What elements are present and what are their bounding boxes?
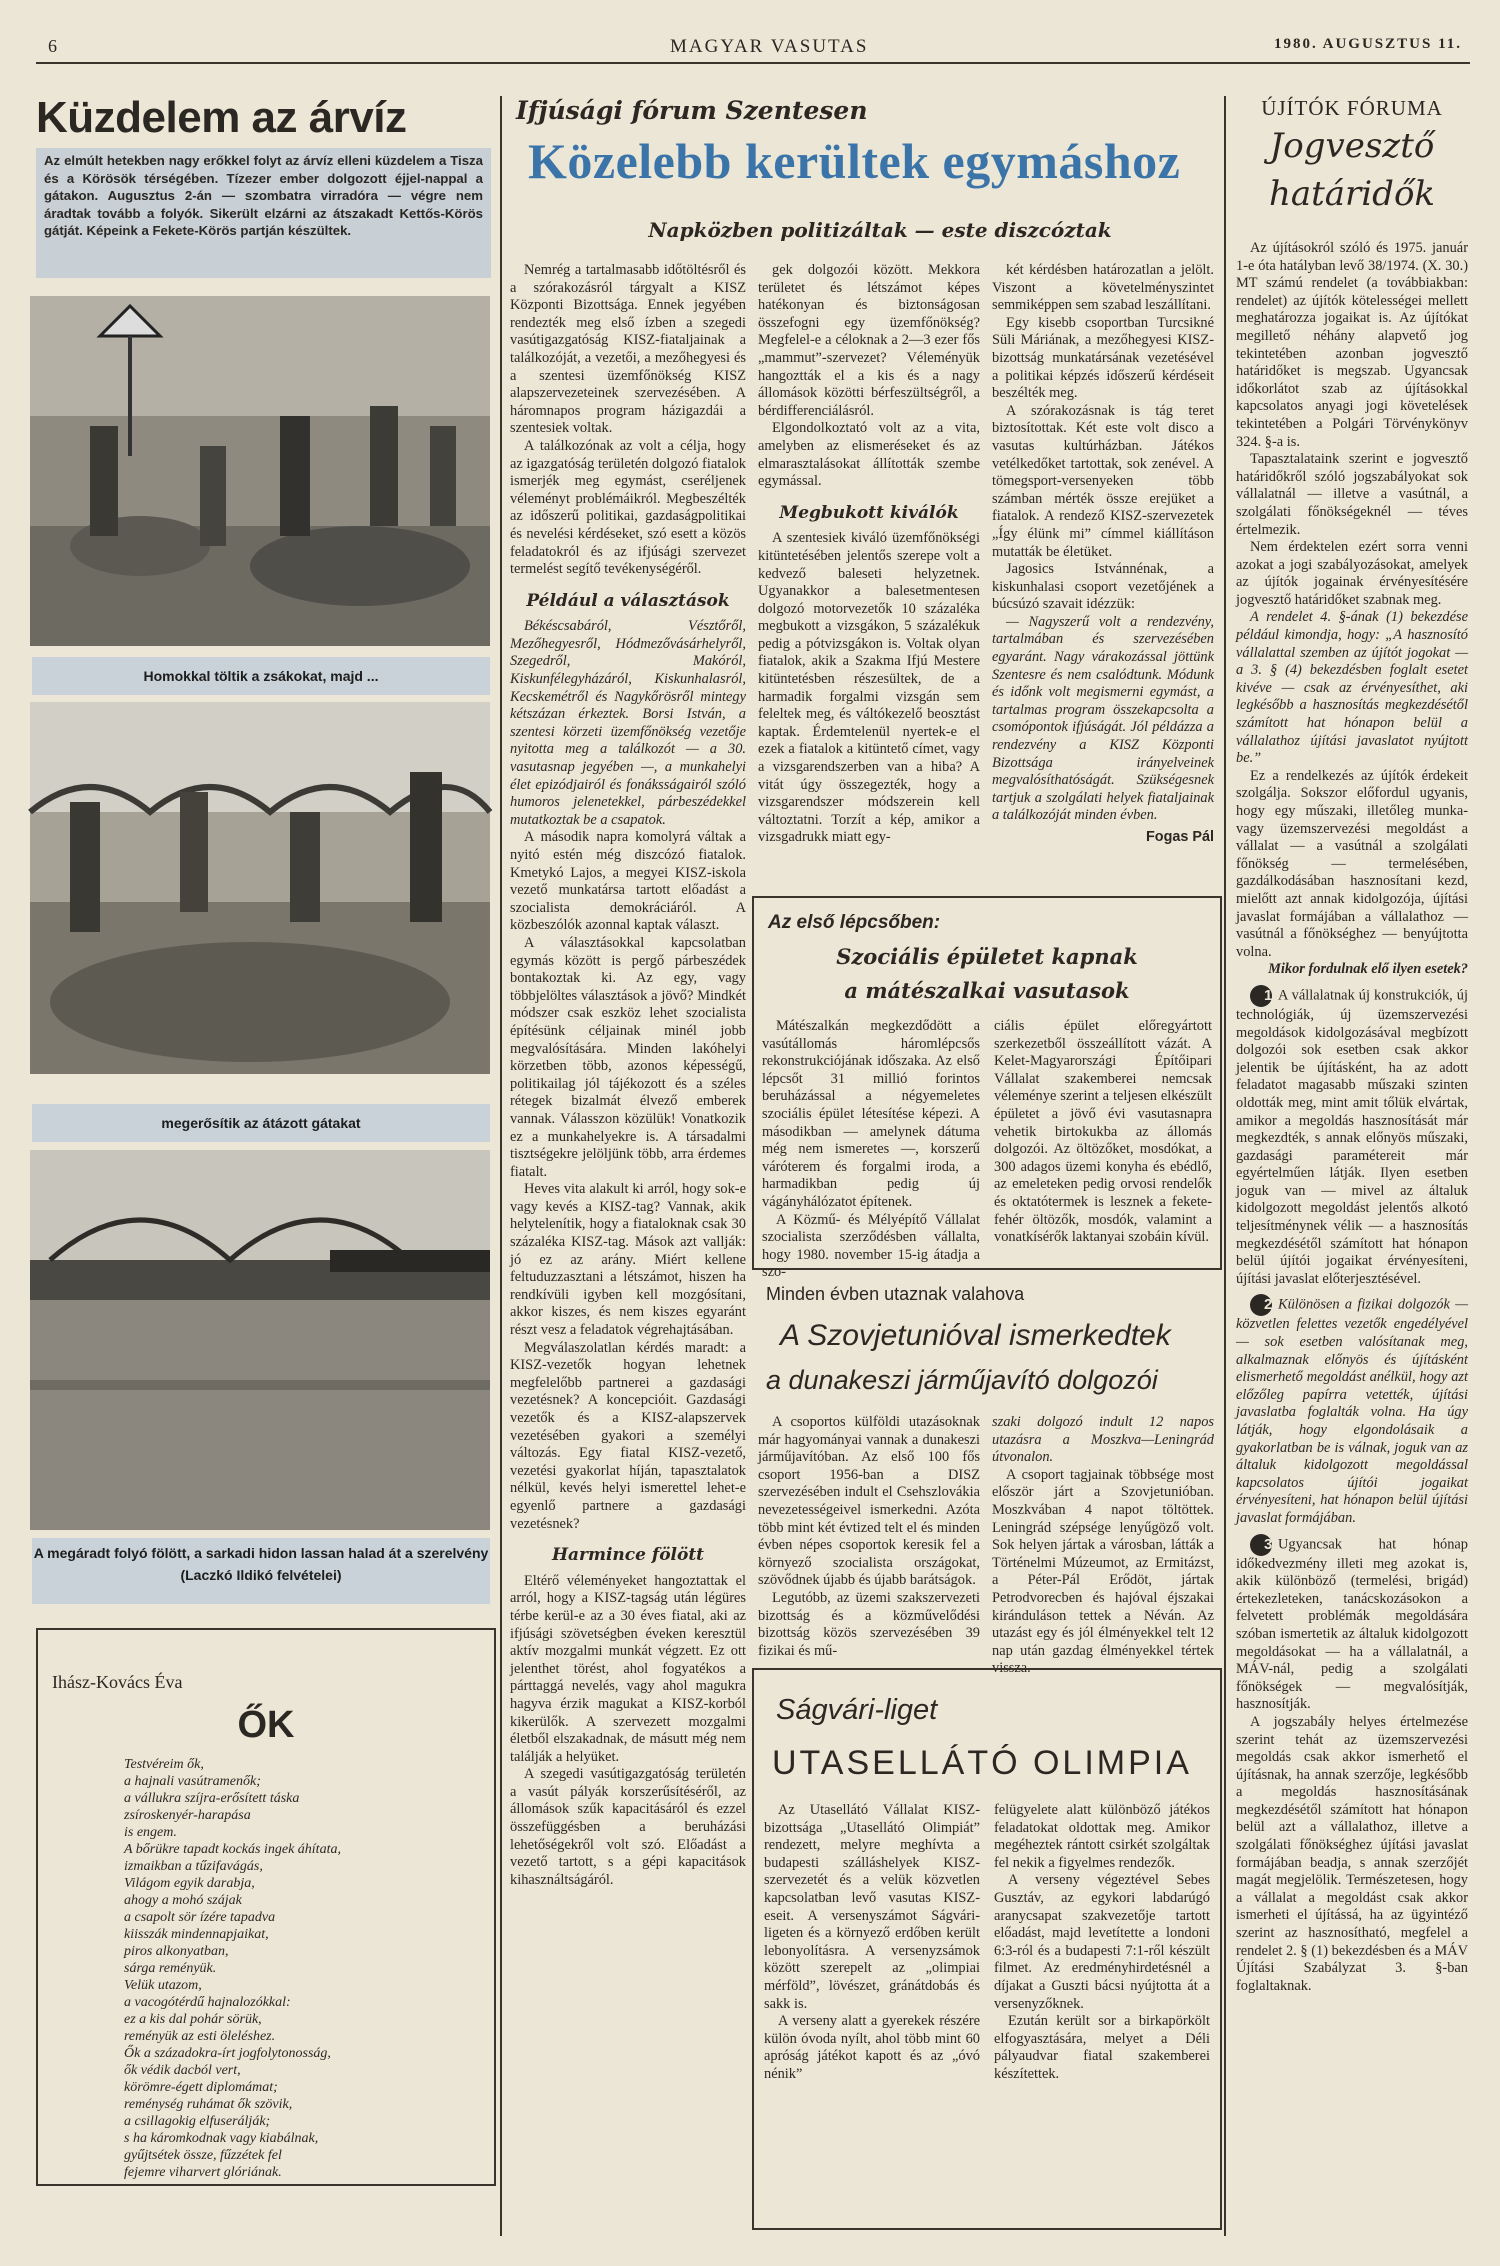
photo-caption-1: Homokkal töltik a zsákokat, majd ...: [32, 657, 490, 695]
soviet-kicker: Minden évben utaznak valahova: [766, 1284, 1025, 1304]
poem-line: körömre-égett diplomámat;: [124, 2080, 278, 2095]
olympics-column-1: [764, 1802, 980, 2222]
soviet-headline-1: A Szovjetunióval ismerkedtek: [780, 1319, 1171, 1352]
poem-line: reményük az esti öleléshez.: [124, 2029, 276, 2044]
forum-subhead-over-thirty: Harmince fölött: [551, 1545, 705, 1566]
poem-line: Velük utazom,: [124, 1978, 202, 1993]
poem-author: Ihász-Kovács Éva: [52, 1672, 183, 1692]
forum-paragraph: — Nagyszerű volt a rendezvény, tartalmában és szervezésében egyaránt. Nagy várakozással jöttünk Szentesre és nem csalódtunk. Módunk és időnk volt megismerni egymást, a tartalmas program összekapcsolta a csomópontok ifjúságát. Jól példázza a rendezvény a KISZ Központi Bizottsága irányelveinek megvalósíthatóságát. Szükségesnek tartjuk a szolgálati helyek fiataljainak a találkozóját minden évben.: [992, 613, 1214, 824]
olympics-paragraph: felügyelete alatt különböző játékos feladatokat oldottak meg. Amikor megéheztek rántott csirkét szolgáltak fel nekik a figyelmes rendezők.: [994, 1802, 1210, 1871]
soviet-column-2: [992, 1414, 1214, 1677]
poem-line: a hajnali vasútramenők;: [124, 1774, 261, 1789]
soviet-column-1: [758, 1414, 980, 1659]
inventors-column: [1236, 240, 1468, 2226]
forum-headline: Közelebb kerültek egymáshoz: [528, 133, 1181, 189]
poem-line: ez a kis dal pohár sörük,: [124, 2012, 262, 2027]
inventors-paragraph: Ez a rendelkezés az újítók érdekeit szolgálja. Sokszor előfordul ugyanis, hogy egy műszaki, illetőleg munka- vagy üzemszervezési megoldást a vállalat — a vasútnál a szolgálati főnökség — termelésében, gazdálkodásában hasznosítani kezd, mielőtt azt annak kidolgozója, újítási javaslat formájában a vállalathoz — vasútnál a főnökséghez — benyújtotta volna.: [1236, 767, 1468, 960]
forum-signature: Fogas Pál: [1146, 829, 1214, 845]
inventors-point-text: A vállalatnak új konstrukciók, új technológiák, új üzemszervezési megoldások kidolgozásával megbízott dolgozói sok esetben csak akkor jelentik be újításként, ha az adott feladatot magasabb műszaki szinten oldották meg, mint amit tőlük elvártak, amikor a megoldás hasznosítását már megkezdték, s annak előnyös műszaki, gazdasági paramétereit már egyértelműen látják. Ilyen esetben joguk van — mivel az általuk kidolgozott megoldást jelentős alkotó teljesítménynek vélik — a hasznosítás megkezdésétől számított hat hónapon belül újítói jogaikat érvényesíteni, újítási javaslat előterjesztésével.: [1236, 987, 1468, 1287]
photo-bridge: [30, 1150, 490, 1530]
forum-column-2: [758, 262, 980, 868]
inventors-point-text: Ugyancsak hat hónap időkedvezmény illeti meg azokat is, akik különböző (termelési, brigád) értekezleteken, tanácskozásokon a felvetett problémák megoldására szóban ismertetik az általuk kidolgozott megoldásokat — ha a vállalatnál, a MÁV-nál, pedig a szolgálati főnökségek — megvalósítják, hasznosítják.: [1236, 1535, 1468, 1713]
forum-paragraph: két kérdésben határozatlan a jelölt. Viszont a követelményszintet semmiképpen sem szabad leszállítani.: [992, 262, 1214, 314]
forum-column-1: [510, 262, 746, 2222]
social-building-article: [752, 896, 1222, 1281]
column-divider-right: [1224, 96, 1226, 2236]
photo-caption-3-text: A megáradt folyó fölött, a sarkadi hidon lassan halad át a szerelvény: [33, 1545, 489, 1561]
olympics-paragraph: Ezután került sor a birkapörkölt elfogyasztására, melyet a Déli pályaudvar fiatal szakemberei készítettek.: [994, 2013, 1210, 2082]
column-divider-left: [500, 96, 502, 2236]
inventors-paragraph: Nem érdektelen ezért sorra venni azokat a jogi szabályozásokat, amelyek az újítók jogainak érvényesítésére jogvesztő határidőket szabnak meg.: [1236, 539, 1468, 608]
forum-column-3: [992, 262, 1214, 868]
inventors-headline-2: határidők: [1268, 174, 1436, 214]
poem-line: a vállukra szíjra-erősített táska: [124, 1791, 300, 1806]
olympics-headline: UTASELLÁTÓ OLIMPIA: [772, 1744, 1192, 1782]
flood-headline: Küzdelem az árvíz: [36, 93, 407, 142]
inventors-point-3: [1236, 1534, 1468, 1714]
poem-line: sárga reményük.: [124, 1961, 217, 1976]
poem-line: izmaikban a tűzifavágás,: [124, 1859, 263, 1874]
flood-intro-box: [36, 148, 491, 278]
forum-paragraph: Jagosics Istvánnénak, a kiskunhalasi csoport vezetőjének a búcsúzó szavait idézzük:: [992, 561, 1214, 613]
inventors-paragraph: A jogszabály helyes értelmezése szerint tehát az üzemszervezési megoldás csak akkor ismerhető el újításnak, ha annak szerzője, legkésőbb a megoldás hasznosításának megkezdésétől számított hat hónapon belül azt a vállalathoz, illetve a szolgálati főnökséghez újítási javaslat formájában beadja, s annak szerzőjét magát megjelölik. Természetesen, hogy a vállalat a megoldást csak akkor ismerheti el újítássá, ha az ügyintéző szerint az hasznosítható, megfelel a rendelet 2. § (1) bekezdésben és a MÁV Újítási Szabályzat 3. §-ban foglaltaknak.: [1236, 1713, 1468, 1994]
poem-line: a csillagokig elfuserálják;: [124, 2114, 271, 2129]
olympics-kicker: Ságvári-liget: [776, 1694, 938, 1726]
number-2-icon: 2: [1250, 1294, 1272, 1316]
forum-paragraph: A találkozónak az volt a célja, hogy az igazgatóság területén dolgozó fiatalok ismerjék meg egymást, cseréljenek véleményt problémáikról. Megbeszélték az időszerű politikai, gazdaságpolitikai és nevelési kérdéseket, szó esett a közös feladatokról és az ifjúsági szervezet termelést segítő tevékenységéről.: [510, 437, 746, 578]
social-paragraph: Mátészalkán megkezdődött a vasútállomás háromlépcsős rekonstrukciójának időszaka. Az első lépcsőt 31 millió forintos beruházással a négyemeletes szociális épület létesítése képezi. A másodikban — amelynek dátuma még nem ismeretes —, korszerű váróterem és forgalmi iroda, a harmadikban pedig új vágányhálózatot építenek.: [762, 1018, 980, 1210]
olympics-article: [752, 1668, 1222, 2230]
forum-kicker: Ifjúsági fórum Szentesen: [516, 96, 868, 125]
social-paragraph: ciális épület előregyártott szerkezetből összeállított vázát. A Kelet-Magyarországi Építőipari Vállalat szakemberei nemcsak véleménye szerint a teljesen elkészült épületet a jövő évi vasutasnapra vehetik birtokukba az állomás dolgozói. Az öltözőket, mosdókat, a 300 adagos üzemi konyha és ebédlő, az emeleteken pedig orvosi rendelők és oktatótermek is lesznek a fekete-fehér öltözők, mosdók, valamint a vonatkísérők laktanyai szobáin kívül.: [994, 1018, 1212, 1246]
poem-line: fejemre viharvert glóriának.: [124, 2165, 282, 2180]
poem-line: is engem.: [124, 1825, 177, 1840]
flood-intro: Az elmúlt hetekben nagy erőkkel folyt az árvíz elleni küzdelem a Tisza és a Körösök térségében. Tízezer ember dolgozott éjjel-nappal a gátakon. Augusztus 2-án — szombatra virradóra — végre nem áradtak tovább a folyók. Sikerült elzárni az átszakadt Kettős-Körös gátját. Képeink a Fekete-Körös partján készültek.: [44, 153, 483, 238]
forum-paragraph: Elgondolkoztató volt az a vita, amelyben az elismeréseket és az elmarasztalásokat állították szembe egymással.: [758, 420, 980, 490]
poem-box: [36, 1628, 496, 2186]
soviet-headline-2: a dunakeszi járműjavító dolgozói: [766, 1365, 1158, 1395]
photo-caption-3: [32, 1538, 490, 1604]
masthead: [40, 36, 1470, 62]
forum-paragraph: Heves vita alakult ki arról, hogy sok-e vagy kevés a KISZ-tag? Vannak, akik helytelenítik, hogy a fiataloknak csak 30 százaléka KISZ-tag. Mások azt vallják: jó ez az arány. Miért kellene feltuduzzasztani a létszámot, hiszen ha rendkívüli igyben kell mozgósítani, akkor kiszes, és nem kiszes egyaránt részt vesz a feladatok végrehajtásában.: [510, 1181, 746, 1339]
poem-body: [124, 1756, 484, 2181]
forum-paragraph: A második napra komolyrá váltak a nyitó estén még diszcózó fiatalok. Kmetykó Lajos, a megyei KISZ-iskola vezető munkatársa tartott előadást a szocialista demokráciáról. A közbeszólók azonnal kaptak választ.: [510, 829, 746, 934]
poem-line: kiisszák mindennapjaikat,: [124, 1927, 269, 1942]
inventors-headline-1: Jogvesztő: [1269, 126, 1435, 166]
photo-caption-2: megerősítik az átázott gátakat: [32, 1104, 490, 1142]
inventors-paragraph: Az újításokról szóló és 1975. január 1-e óta hatályban levő 38/1974. (X. 30.) MT számú rendelet (a továbbiakban: rendelet) az újítók kötelességei mellett meghatározza jogaikat is. Az újítókat megillető néhány alapvető jog tekintetében azonban jogvesztő határidőket is megszab. Ugyancsak időkorlátot szab az újításokkal kapcsolatos anyagi jogi követelések tekintetében a Polgári Törvénykönyv 324. §-a is.: [1236, 240, 1468, 450]
olympics-column-2: [994, 1802, 1210, 2222]
soviet-paragraph: szaki dolgozó indult 12 napos utazásra a Moszkva—Leningrád útvonalon.: [992, 1414, 1214, 1466]
social-kicker: Az első lépcsőben:: [768, 912, 941, 933]
page-number: 6: [48, 36, 59, 56]
poem-line: piros alkonyatban,: [124, 1944, 229, 1959]
poem-line: ők védik dacból vert,: [124, 2063, 241, 2078]
poem-line: ahogy a mohó szájak: [124, 1893, 242, 1908]
poem-line: a vacogótérdű hajnalozókkal:: [124, 1995, 291, 2010]
photo-sandbags: [30, 296, 490, 646]
number-1-icon: 1: [1250, 985, 1272, 1007]
poem-line: gyűjtsétek össze, fűzzétek fel: [124, 2148, 282, 2163]
social-column-2: [994, 1018, 1212, 1258]
inventors-question: Mikor fordulnak elő ilyen esetek?: [1268, 961, 1468, 978]
soviet-paragraph: A csoportos külföldi utazásoknak már hagyományai vannak a dunakeszi járműjavítóban. Az első 100 fős csoport 1956-ban a DISZ szervezésében indult el Csehszlovákia nevezetességeivel ismerkedni. Azóta több mint két évtized telt el és minden évben népes csoportok keresik fel a környező szocialista országokat, szövődnek újabb és újabb barátságok.: [758, 1414, 980, 1589]
masthead-rule: [36, 62, 1470, 64]
forum-paragraph: Békéscsabáról, Vésztőről, Mezőhegyesről, Hódmezővásárhelyről, Szegedről, Makóról, Kiskunfélegyházáról, Kiskunhalasról, Kecskemétről és Nagykőrösről mintegy kétszázan érkeztek. Borsi István, a szentesi körzeti üzemfőnökség vezetője nyitotta meg a találkozót — a 30. vasutasnap jegyében —, a munkahelyi élet epizódjairól és fonáksságairól szóló humoros jelenetekkel, párbeszédekkel mutatkoztak be a csapatok.: [510, 618, 746, 828]
forum-paragraph: A választásokkal kapcsolatban egymás között is pergő párbeszédek bontakoztak ki. Az egy, vagy többjelöltes választások a jövő? Mindkét módszer csak eszköz lehet szocialista építésünk céljainak minél jobb megvalósítására. Minden lakóhelyi körzetben több, azonos képességű, politikailag jól tájékozott és a széles rétegek bizalmát élvező emberek vannak. Válasszon közülük! Vonatkozik ez a munkahelyekre is. A társadalmi tisztségekre jelöljünk több, arra érdemes fiatalt.: [510, 934, 746, 1180]
forum-paragraph: Eltérő véleményeket hangoztattak el arról, hogy a KISZ-tagság után légüres térbe kerül-e az a 30 éves fiatal, aki az ifjúsági szövetségben éveken keresztül aktív mozgalmi munkát végzett. Ez ott jelenthet törést, ahol fogyatékos a párttaggá nevelés, vagy ahol magukra hagyva érzik magukat a KISZ-korból kikerülők. A szervezett mozgalmi életből elszakadnak, de másutt még nem találják a helyüket.: [510, 1572, 746, 1765]
photo-credit: (Laczkó Ildikó felvételei): [180, 1567, 342, 1583]
poem-title: ŐK: [237, 1704, 295, 1746]
soviet-paragraph: A csoport tagjainak többsége most először járt a Szovjetunióban. Moszkvában 4 napot töltöttek. Leningrád szépsége lenyűgöző volt. Sok helyen jártak a városban, látták a Történelmi Múzeumot, az Ermitázst, a Péter-Pál Erődöt, jártak Petrodvorecben és hajóval éjszakai kiránduláson tettek a Néván. Az utazást egy és jól élményekkel telt 12 nap után gazdag élményekkel tértek vissza.: [992, 1466, 1214, 1677]
poem-line: reménység ruhámat ők szövik,: [124, 2097, 293, 2112]
poem-line: Testvéreim ők,: [124, 1757, 204, 1772]
social-headline-1: Szociális épületet kapnak: [836, 944, 1138, 969]
forum-paragraph: Egy kisebb csoportban Turcsikné Süli Máriának, a mezőhegyesi KISZ-bizottság munkatársának vezetésével a politikai képzés időszerű kérdéseit beszélték meg.: [992, 314, 1214, 402]
inventors-point-1: [1236, 985, 1468, 1289]
social-column-1: [762, 1018, 980, 1281]
soviet-paragraph: Legutóbb, az üzemi szakszervezeti bizottság és a közművelődési bizottság közös szervezésében 39 fizikai és mű-: [758, 1589, 980, 1659]
social-paragraph: A Közmű- és Mélyépítő Vállalat szocialista szerződésben vállalta, hogy 1980. november 15-ig átadja a szo-: [762, 1211, 980, 1281]
forum-paragraph: Nemrég a tartalmasabb időtöltésről és a szórakozásról tárgyalt a KISZ Központi Bizottsága. Ennek jegyében rendezték meg első ízben a szegedi vasútigazgatóság KISZ-fiataljainak a találkozóját, a vezetői, a mezőhegyesi és a szentesi üzemfőnökség KISZ alapszervezeteinek szervezésében. A háromnapos program házigazdái a szentesiek voltak.: [510, 262, 746, 437]
olympics-paragraph: A verseny alatt a gyerekek részére külön óvoda nyílt, ahol több mint 60 apróság játékot kapott és az „óvó nénik”: [764, 2013, 980, 2082]
olympics-paragraph: A verseny végeztével Sebes Gusztáv, az egykori labdarúgó aranycsapat szakvezetője tartott előadást, majd levetítette a londoni 6:3-ról és a budapesti 7:1-ről készült filmet. Az eredményhirdetésnél a díjakat a Guszti bácsi nyújtotta át a versenyzőknek.: [994, 1872, 1210, 2012]
inventors-kicker: ÚJÍTÓK FÓRUMA: [1261, 96, 1443, 120]
forum-paragraph: Megválaszolatlan kérdés maradt: a KISZ-vezetők hogyan lehetnek megfelelőbb partnerei a gazdasági vezetésnek? A koncepcióit. Gazdasági vezetők és a KISZ-alapszervek vezetésében gyakori a személyi változás. Egy fiatal KISZ-vezető, vezetési gyakorlat híján, tapasztalatok nélkül, kevés helyi ismerettel lehet-e egyenlő partnere a gazdasági vezetésnek?: [510, 1339, 746, 1532]
forum-paragraph: A szentesiek kiváló üzemfőnökségi kitüntetésében jelentős szerepe volt a kedvező baleseti helyzetnek. Ugyanakkor a balesetmentesen dolgozó motorvezetők 10 százaléka megbukott a vizsgákon, 5 százalékuk pedig a pótvizsgákon is. Voltak olyan fiatalok, akik a Szakma Ifjú Mestere kitüntetésben részesültek, de a harmadik forgalmi vizsgán sem feleltek meg, és váltókezelő beosztást kaptak. Érdemtelenül nyertek-e el ezek a fiatalok a kitüntető címet, vagy a vizsgarendszerben van a hiba? A vitát úgy összegezték, hogy a vizsgarendszer módszerein kell változtatni. Torzít a kép, amikor a vizsgadrukk miatt egy-: [758, 530, 980, 846]
forum-paragraph: gek dolgozói között. Mekkora területet és létszámot képes hatékonyan és biztonságosan összefogni egy üzemfőnökség? Megfelel-e a céloknak a 2—3 ezer fős „mammut”-szervezet? Véleményük hangoztták el a kis és a nagy állomások közötti bérfeszültségről, a bérdifferenciálásról.: [758, 262, 980, 419]
inventors-paragraph: Tapasztalataink szerint e jogvesztő határidőkről szóló jogszabályokat sok vállalatnál — illetve a vasútnál, a szolgálati főnökségeknél — téves értelmezik.: [1236, 451, 1468, 538]
paper-title: MAGYAR VASUTAS: [670, 36, 869, 57]
poem-line: a csapolt sör ízére tapadva: [124, 1910, 276, 1925]
poem-line: s ha káromkodnak vagy kiabálnak,: [124, 2131, 319, 2146]
forum-subhead-elections: Például a választások: [526, 590, 730, 611]
photo-dam: [30, 702, 490, 1074]
inventors-paragraph: A rendelet 4. §-ának (1) bekezdése például kimondja, hogy: „A hasznosító vállalattal szemben az újítót jogokat — a 3. § (4) bekezdésben foglalt esetet kivéve — csak az érvényesíthet, aki legkésőbb a hasznosítás megkezdésétől számított hat hónapon belül a vállalathoz újítási javaslatot nyújtott be.”: [1236, 609, 1468, 767]
poem-line: Világom egyik darabja,: [124, 1876, 255, 1891]
poem-line: A bőrükre tapadt kockás ingek áhítata,: [124, 1842, 341, 1857]
forum-paragraph: A szórakozásnak is tág teret biztosítottak. Két este volt disco a vasutas kultúrházban. Játékos vetélkedőket tartottak, sok zenével. A tömegsport-versenyeken több számban mérték össze erejüket a fiatalok. A rendező KISZ-szervezetek „Így élünk mi” címmel kiállításon mutatták be életüket.: [992, 402, 1214, 560]
poem-line: zsíroskenyér-harapása: [124, 1808, 251, 1823]
forum-subhead: Napközben politizáltak — este diszcóztak: [648, 218, 1112, 242]
olympics-paragraph: Az Utasellátó Vállalat KISZ-bizottsága „Utasellátó Olimpiát” rendezett, melyre meghívta a budapesti szálláshelyek KISZ-szervezetét és a velük közvetlen kapcsolatban levő vasutas KISZ-eseit. A versenyszámot Ságvári-ligeten és a környező erdőben került lebonyolításra. A versenyzsámok között szerepelt az „olimpiai mérföld”, lövészet, gránátdobás és sakk is.: [764, 1802, 980, 2012]
forum-subhead-failed: Megbukott kiválók: [779, 502, 959, 523]
number-3-icon: 3: [1250, 1534, 1272, 1556]
inventors-point-text: Különösen a fizikai dolgozók — közvetlen felettes vezetők engedélyével — sok esetben valósítanak meg, alkalmaznak előnyös és újításként elismerhető megoldást anélkül, hogy azt előzőleg papírra vetették, újítási javaslatba foglalták volna. Ha úgy látják, hogy elgondolásaik a gyakorlatban be is válnak, joguk van az általuk kidolgozott megoldással kapcsolatos újítói jogaikat érvényesíteni, hat hónapon belül újítási javaslat formájában.: [1236, 1296, 1468, 1526]
inventors-point-2: [1236, 1294, 1468, 1527]
issue-date: 1980. AUGUSZTUS 11.: [1273, 36, 1462, 52]
poem-line: Ők a századokra-írt jogfolytonosság,: [124, 2046, 331, 2061]
forum-paragraph: A szegedi vasútigazgatóság területén a vasút pályák korszerűsítéséről, az állomások szűk kapacitásáról és ezzel összefüggésben a beruházási lehetőségekről volt szó. Előadást a vezető tartott, s a gépi kapacitások kihasználtságáról.: [510, 1766, 746, 1888]
social-headline-2: a mátészalkai vasutasok: [844, 978, 1130, 1003]
